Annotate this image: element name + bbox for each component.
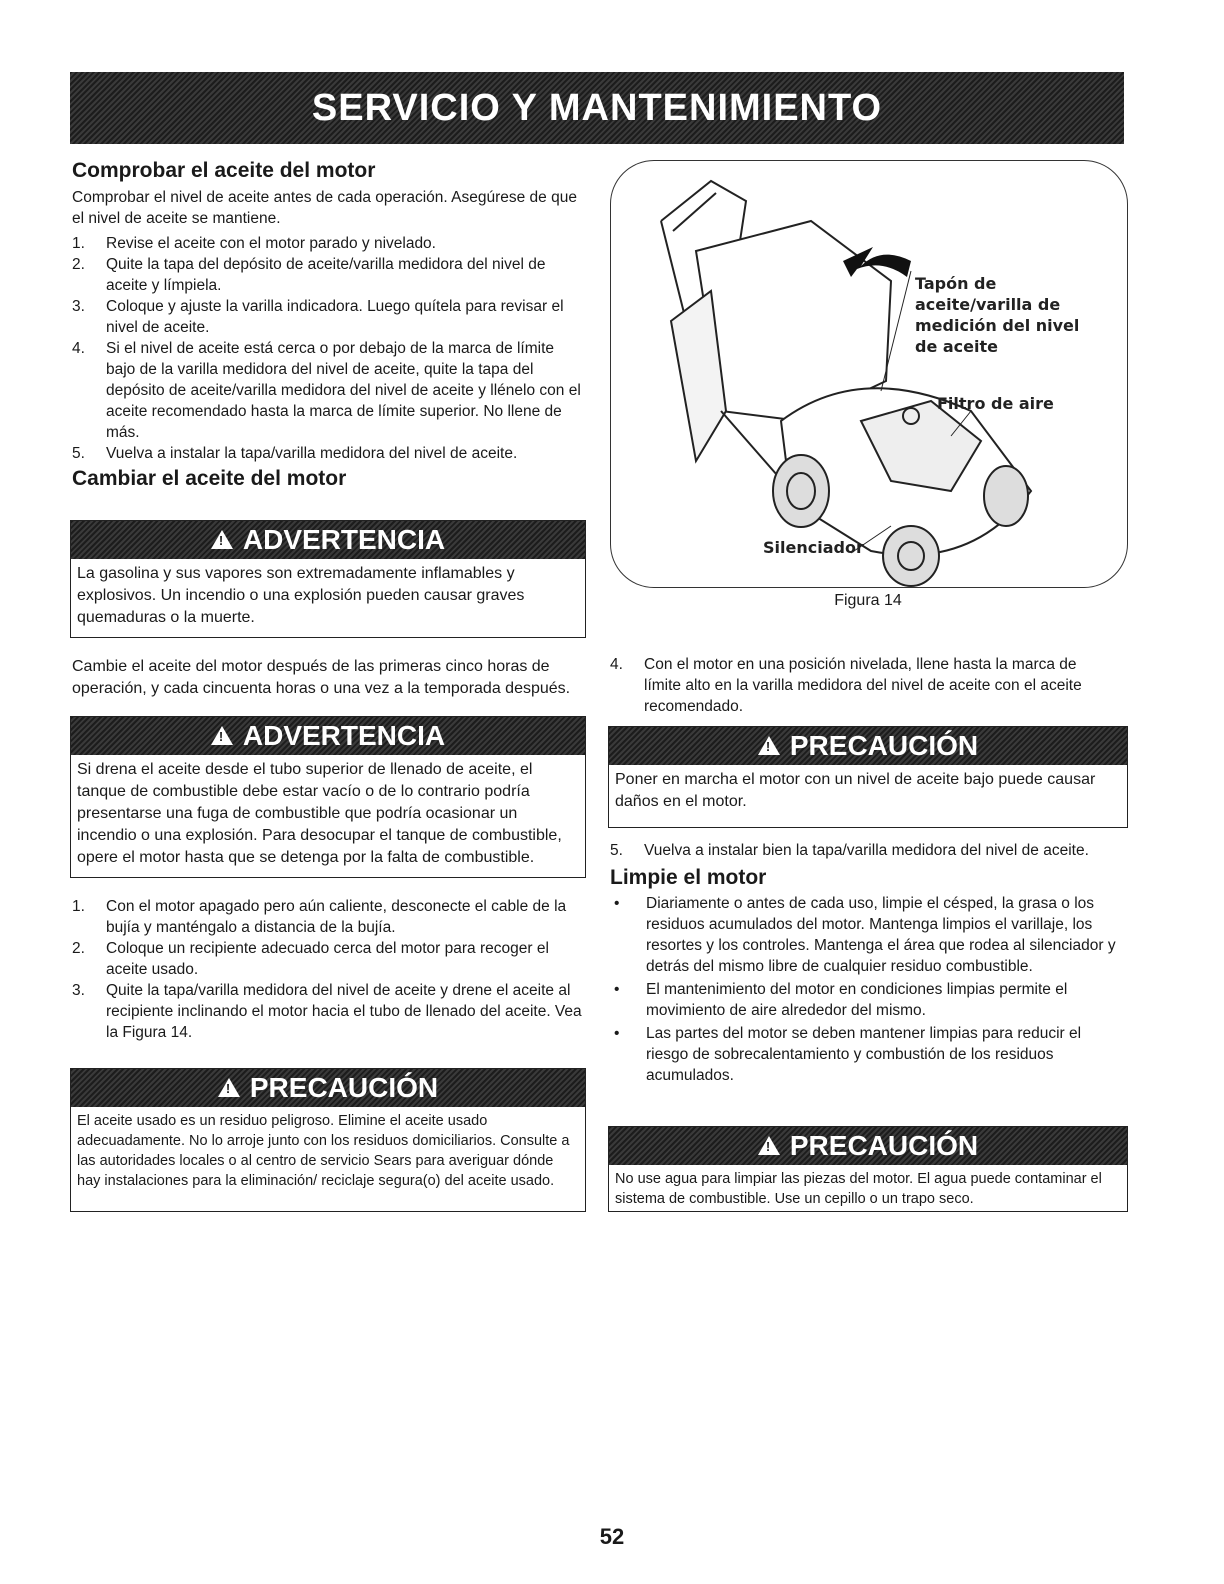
list-item: 5. Vuelva a instalar bien la tapa/varilla medidora del nivel de aceite. [610, 842, 1089, 859]
reinstall-step [610, 840, 1120, 861]
figure-lawnmower [610, 160, 1128, 588]
page-number: 52 [599, 1524, 625, 1549]
heading-check-oil: Comprobar el aceite del motor [72, 159, 376, 182]
warning-header: ! ADVERTENCIA [71, 717, 585, 755]
list-item: 4. Si el nivel de aceite está cerca o por debajo de la marca de límite bajo de la varilla medidora del nivel de aceite, quite la tapa del depósito de aceite/varilla medidora del nivel de aceite y llénelo con el aceite recomendado hasta la marca de límite superior. No llene de más. [72, 340, 581, 441]
list-item: 2. Quite la tapa del depósito de aceite/varilla medidora del nivel de aceite y límpiela. [72, 256, 546, 294]
caution-box-3 [608, 1126, 1128, 1212]
list-item: • Diariamente o antes de cada uso, limpie el césped, la grasa o los residuos acumulados del motor. Mantenga limpios el varillaje, los resortes y los controles. Mantenga el área que rodea al silenciador y detrás del mismo libre de cualquier residuo combustible. [610, 893, 1120, 977]
change-intro-wrap [72, 656, 586, 700]
warning-text: Si drena el aceite desde el tubo superior de llenado de aceite, el tanque de combustible debe estar vacío o de lo contrario podría presentarse una fuga de combustible que podría ocasionar un incendio o una explosión. Para desocupar el tanque de combustible, opere el motor hasta que se detenga por la falta de combustible. [77, 761, 562, 866]
heading-clean-engine: Limpie el motor [610, 866, 767, 889]
caution-header: ! PRECAUCIÓN [71, 1069, 585, 1107]
caution-triangle-icon [218, 1078, 240, 1097]
caution-triangle-icon [758, 1136, 780, 1155]
warning-header: ! ADVERTENCIA [71, 521, 585, 559]
label-oil-cap: Tapón de aceite/varilla de medición del nivel de aceite [915, 274, 1080, 356]
lawnmower-illustration [611, 161, 1127, 587]
label-muffler: Silenciador [763, 538, 864, 557]
clean-bullets-list [610, 893, 1120, 1086]
list-item: 5. Vuelva a instalar la tapa/varilla medidora del nivel de aceite. [72, 445, 518, 462]
warning-text: La gasolina y sus vapores son extremadamente inflamables y explosivos. Un incendio o una explosión pueden causar graves quemaduras o la muerte. [77, 565, 525, 626]
figure-caption: Figura 14 [834, 592, 902, 609]
change-steps-wrap [72, 896, 586, 1043]
caution-text: No use agua para limpiar las piezas del motor. El agua puede contaminar el sistema de combustible. Use un cepillo o un trapo seco. [615, 1171, 1102, 1207]
list-item: • El mantenimiento del motor en condiciones limpias permite el movimiento de aire alrededor del mismo. [610, 979, 1120, 1021]
caution-box-1 [70, 1068, 586, 1212]
list-item: 1. Con el motor apagado pero aún caliente, desconecte el cable de la bujía y manténgalo a distancia de la bujía. [72, 898, 567, 936]
check-steps-list [72, 233, 586, 464]
right-step5-wrap [610, 840, 1120, 1088]
list-item: 2. Coloque un recipiente adecuado cerca del motor para recoger el aceite usado. [72, 940, 549, 978]
list-item: 3. Quite la tapa/varilla medidora del nivel de aceite y drene el aceite al recipiente inclinando el motor hacia el tubo de llenado del aceite. Vea la Figura 14. [72, 982, 582, 1041]
section-title: SERVICIO Y MANTENIMIENTO [311, 86, 883, 129]
change-intro: Cambie el aceite del motor después de las primeras cinco horas de operación, y cada cincuenta horas o una vez a la temporada después. [72, 658, 571, 697]
label-air-filter: Filtro de aire [937, 394, 1054, 413]
change-steps-list [72, 896, 586, 1043]
right-step4-wrap [610, 654, 1110, 717]
list-item: 3. Coloque y ajuste la varilla indicadora. Luego quítela para revisar el nivel de aceite. [72, 298, 564, 336]
warning-triangle-icon [211, 530, 233, 549]
check-intro: Comprobar el nivel de aceite antes de cada operación. Asegúrese de que el nivel de aceite se mantiene. [72, 189, 577, 227]
warning-box-1 [70, 520, 586, 638]
fill-step [610, 654, 1110, 717]
warning-triangle-icon [211, 726, 233, 745]
list-item: • Las partes del motor se deben mantener limpias para reducir el riesgo de sobrecalentamiento y combustión de los residuos acumulados. [610, 1023, 1120, 1086]
list-item: 1. Revise el aceite con el motor parado y nivelado. [72, 235, 436, 252]
list-item: 4. Con el motor en una posición nivelada, llene hasta la marca de límite alto en la varilla medidora del nivel de aceite con el aceite recomendado. [610, 656, 1082, 715]
caution-box-2 [608, 726, 1128, 828]
heading-change-oil: Cambiar el aceite del motor [72, 467, 347, 490]
section-banner [70, 72, 1124, 144]
warning-box-2 [70, 716, 586, 878]
caution-header: ! PRECAUCIÓN [609, 1127, 1127, 1165]
caution-triangle-icon [758, 736, 780, 755]
left-column [72, 158, 586, 492]
caution-header: ! PRECAUCIÓN [609, 727, 1127, 765]
caution-text: El aceite usado es un residuo peligroso. Elimine el aceite usado adecuadamente. No lo arroje junto con los residuos domiciliarios. Consulte a las autoridades locales o al centro de servicio Sears para averiguar dónde hay instalaciones para la eliminación/ reciclaje segura(o) del aceite usado. [77, 1113, 570, 1189]
caution-text: Poner en marcha el motor con un nivel de aceite bajo puede causar daños en el motor. [615, 771, 1096, 810]
